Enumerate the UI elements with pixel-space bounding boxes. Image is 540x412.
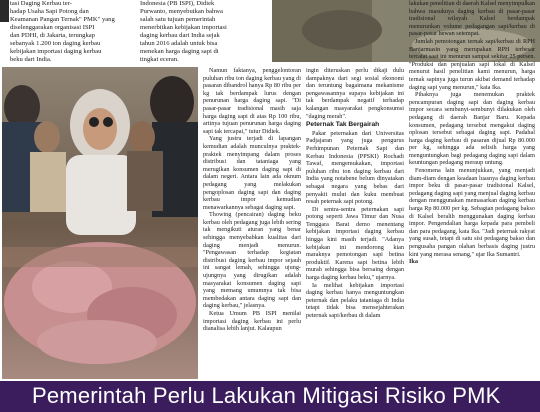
line: hadap Usaha Sapi Potong dan — [10, 8, 89, 15]
line: Keamanan Pangan Ternak" PMK" yang — [10, 16, 115, 23]
line: Purwanto, menyebutkan bahwa — [140, 8, 223, 15]
paragraph: Ketua Umum PB ISPI menilai importasi daging kerbau ini perlu dianalisa lebih lanjut. Kalaupun — [203, 310, 301, 333]
top-mid-column — [140, 0, 266, 64]
author-signoff: Ika — [409, 258, 418, 266]
paragraph: Thowing (pencairan) daging beku kerbau oleh pedagang juga lebih sering tak mengikuti aturan yang benar sehingga menyebabkan kualitas dari daging menjadi menurun. "Pengawasan terhadap kegiatan distribusi daging kerbau impor sejauh ini sangat lemah, sehingga ujung-ujungnya yang dirugikan adalah masyarakat konsumen daging sapi yang memang umumnya tak bisa membedakan antara daging sapi dan daging kerbau," jelasnya. — [203, 211, 301, 310]
paragraph: Fenomena lain menunjukkan, yang menjadi diam-diam dengan keadaan luasnya daging kerbau impor beku di pasar-pasar tradisional Kalsel, pedagang daging sapi yang menjual daging kerbau dengan menggunakan memasarkan daging kerbau harga Rp 80.000 per kg. Sebagian pedagang bakso di Kalsel beralih menggunakan daging kerbau impor. Pengendalian harga kepada para pembeli dan para pedagang, kata Ika. "Jadi peternak rakyat yang susah, tetapi di satu sisi pedagang bakso dan pengusaha pangan olahan berbasis daging justru kini yang merasa senang," ujar Ika Sumantri. — [409, 167, 535, 258]
line: daging kerbau dari India sejak — [140, 32, 220, 39]
line: tahun 2016 adalah untuk bisa — [140, 40, 218, 47]
drop-cap-fragment — [0, 0, 9, 22]
article-column-3 — [306, 67, 404, 379]
article-column-2 — [203, 67, 301, 379]
line: tingkat eceran. — [140, 56, 179, 63]
photo-illustration — [2, 67, 198, 379]
paragraph: Di sentra-sentra peternakan sapi potong seperti Jawa Timur dan Nusa Tenggara Barat demo menentang kebijakan importasi daging kerbau hingga kini masih terjadi. "Adanya kebijakan ini mendorong kian maraknya pemotongan sapi betina produktif. Karena sapi betina lebih murah sehingga bisa bersaing dengan harga daging kerbau beku," ujarnya. — [306, 205, 404, 282]
paragraph: Ia melihat kebijakan importasi daging kerbau hanya menguntungkan peternak dan pelaku tataniaga di India tetapi tidak bisa mensejahterakan peternak sapi/kerbau di dalam — [306, 281, 404, 319]
article-column-4 — [409, 0, 535, 379]
line: salah satu tujuan pemerintah — [140, 16, 216, 23]
line: kebijakan importasi daging kerbau — [10, 48, 102, 55]
paragraph: Yang justru terjadi di lapangan kemudian adalah munculnya praktek-praktek menyimpang dalam proses distribusi dan tataniaga yang merugikan konsumen daging sapi di dalam negeri. Antara lain ada oknum pedagang yang melakukan pengoplosan daging sapi dan daging kerbau impor kemudian menawarkannya sebagai daging sapi. — [203, 135, 301, 211]
line: tasi Daging Kerbau ter- — [10, 0, 72, 7]
line: dan PDHI, di Jakarta, terungkap — [10, 32, 95, 39]
paragraph: lakukan penelitian di daerah Kalsel menyimpulkan bahwa masuknya daging kerbau di pasar-pasar tradisional wilayah Kalsel berdampak menurunkan volume pedagangan sapi/kerbau di pasar-pasar hewan setempat. — [409, 0, 535, 38]
paragraph: Pakar peternakan dari Universitas Padjajaran yang juga pengurus Perhimpunan Peternak Sapi dan Kerbau Indonesia (PPSKI) Rochadi Tawaf, mengemukakan, importasi puluhan ribu ton daging kerbau dari India yang notabene belum dinyatakan sebagai negara yang bebas dari penyakit mulut dan kuku membuat resah peternak sapi potong. — [306, 129, 404, 206]
paragraph: Pihaknya juga menemukan praktek pencampuran daging sapi dan daging kerbau impor secara sembunyi-sembunyi dilakukan oleh pedagang di daerah Banjar Baru. Kepada konsumen, pedagang tersebut mengakui daging oplosan tersebut sebagai daging sapi. Padahal harga daging kerbau di pasaran dijual Rp 80.000 per kg, sehingga ada selisih harga yang menguntungkan bagi pedagang daging sapi dalam keuntungan pedagang meraup untung. — [409, 91, 535, 167]
section-heading: Peternak Tak Bergairah — [306, 121, 380, 129]
headline-title: Pemerintah Perlu Lakukan Mitigasi Risiko PMK — [32, 383, 501, 408]
line: menerbitkan kebijakan importasi — [140, 24, 227, 31]
paragraph: ingin diteruskan perlu dikaji dulu dampaknya dari segi sosial ekonomi dan teruntung bagaimana mekanisme pengawasannya supaya kebijakan ini tak berdampak negatif terhadap kalangan masyarakat pengkonsumsi "daging merah". — [306, 67, 404, 120]
paragraph: Namun faktanya, penggelontoran puluhan ribu ton daging kerbau yang di pasaran dibandrol hanya Rp 80 ribu per kg tak berdampak lurus dengan penurunan harga daging sapi. "Di pasar-pasar tradisional masih saja harga daging sapi di atas Rp 100 ribu, artinya tujuan penurunan harga daging sapi tak tercapai," tutur Didiek. — [203, 67, 301, 135]
line: menekan harga daging sapi di — [140, 48, 219, 55]
line: Indonesia (PB ISPI), Didiek — [140, 0, 215, 7]
paragraph: Jumlah pemotongan ternak sapi/kerbau di RPH Banjarmasin yang merupakan RPH terbesar tercatat saat ini menurun sampai sekitar 25 persen. "Produksi dan penjualan sapi lokal di Kalsel menurut hasil penelitian kami menurun, harga ternak sapinya juga turun akibat demand terhadap daging sapi yang menurun," kata Ika. — [409, 37, 535, 91]
line: beku dari India. — [10, 56, 52, 63]
line: diselenggarakan organisasi ISPI — [10, 24, 95, 31]
line: sebanyak 1.200 ton daging kerbau — [10, 40, 101, 47]
news-photo — [2, 67, 198, 379]
top-left-column — [10, 0, 137, 64]
